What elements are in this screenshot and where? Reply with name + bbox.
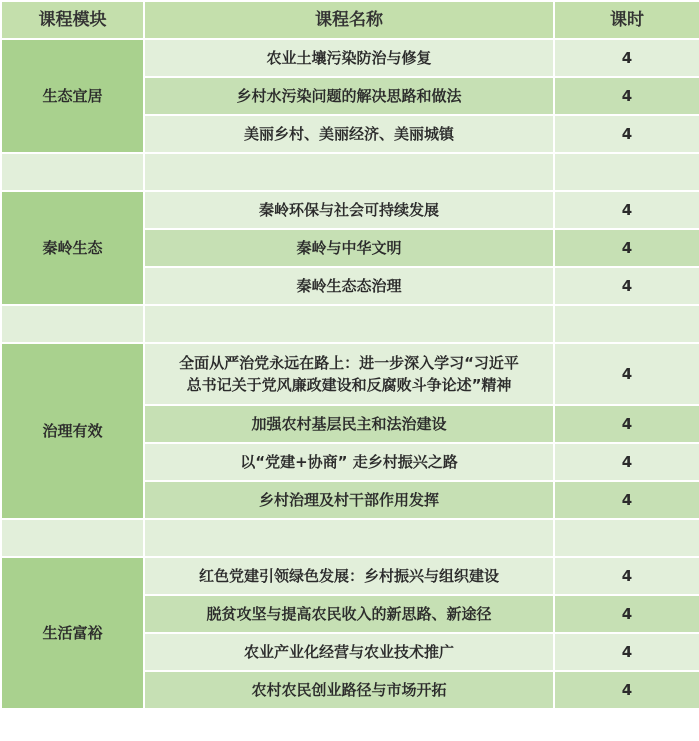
- course-hours-cell: 4: [554, 267, 699, 305]
- course-hours-cell: 4: [554, 191, 699, 229]
- course-name-cell: 脱贫攻坚与提高农民收入的新思路、新途径: [144, 595, 554, 633]
- spacer-row: [1, 519, 699, 557]
- course-hours-cell: 4: [554, 77, 699, 115]
- course-name-cell: 农业产业化经营与农业技术推广: [144, 633, 554, 671]
- spacer-row: [1, 305, 699, 343]
- course-name-cell: 加强农村基层民主和法治建设: [144, 405, 554, 443]
- course-name-line: 总书记关于党风廉政建设和反腐败斗争论述”精神: [186, 376, 512, 394]
- course-hours-cell: 4: [554, 443, 699, 481]
- header-course-name: 课程名称: [144, 1, 554, 39]
- course-hours-cell: 4: [554, 671, 699, 709]
- course-name-cell: 以“党建+协商” 走乡村振兴之路: [144, 443, 554, 481]
- module-cell: 生态宜居: [1, 39, 144, 153]
- course-hours-cell: 4: [554, 115, 699, 153]
- course-name-cell: 秦岭与中华文明: [144, 229, 554, 267]
- course-name-cell: 农业土壤污染防治与修复: [144, 39, 554, 77]
- course-hours-cell: 4: [554, 595, 699, 633]
- spacer-row: [1, 153, 699, 191]
- course-name-cell: 乡村治理及村干部作用发挥: [144, 481, 554, 519]
- module-cell: 秦岭生态: [1, 191, 144, 305]
- table-row: [1, 39, 699, 77]
- course-hours-cell: 4: [554, 39, 699, 77]
- course-hours-cell: 4: [554, 557, 699, 595]
- course-name-cell: 乡村水污染问题的解决思路和做法: [144, 77, 554, 115]
- course-name-cell: 秦岭生态态治理: [144, 267, 554, 305]
- module-cell: 治理有效: [1, 343, 144, 519]
- header-hours: 课时: [554, 1, 699, 39]
- course-name-cell: 美丽乡村、美丽经济、美丽城镇: [144, 115, 554, 153]
- course-hours-cell: 4: [554, 633, 699, 671]
- course-hours-cell: 4: [554, 343, 699, 405]
- course-hours-cell: 4: [554, 229, 699, 267]
- module-cell: 生活富裕: [1, 557, 144, 709]
- header-module: 课程模块: [1, 1, 144, 39]
- course-name-cell: 红色党建引领绿色发展：乡村振兴与组织建设: [144, 557, 554, 595]
- course-name-cell: [144, 343, 554, 405]
- course-hours-cell: 4: [554, 481, 699, 519]
- course-hours-cell: 4: [554, 405, 699, 443]
- course-name-cell: 农村农民创业路径与市场开拓: [144, 671, 554, 709]
- table-row: [1, 557, 699, 595]
- header-row: [1, 1, 699, 39]
- table-row: [1, 191, 699, 229]
- table-row: [1, 343, 699, 405]
- course-name-line: 全面从严治党永远在路上：进一步深入学习“习近平: [179, 354, 519, 372]
- course-name-cell: 秦岭环保与社会可持续发展: [144, 191, 554, 229]
